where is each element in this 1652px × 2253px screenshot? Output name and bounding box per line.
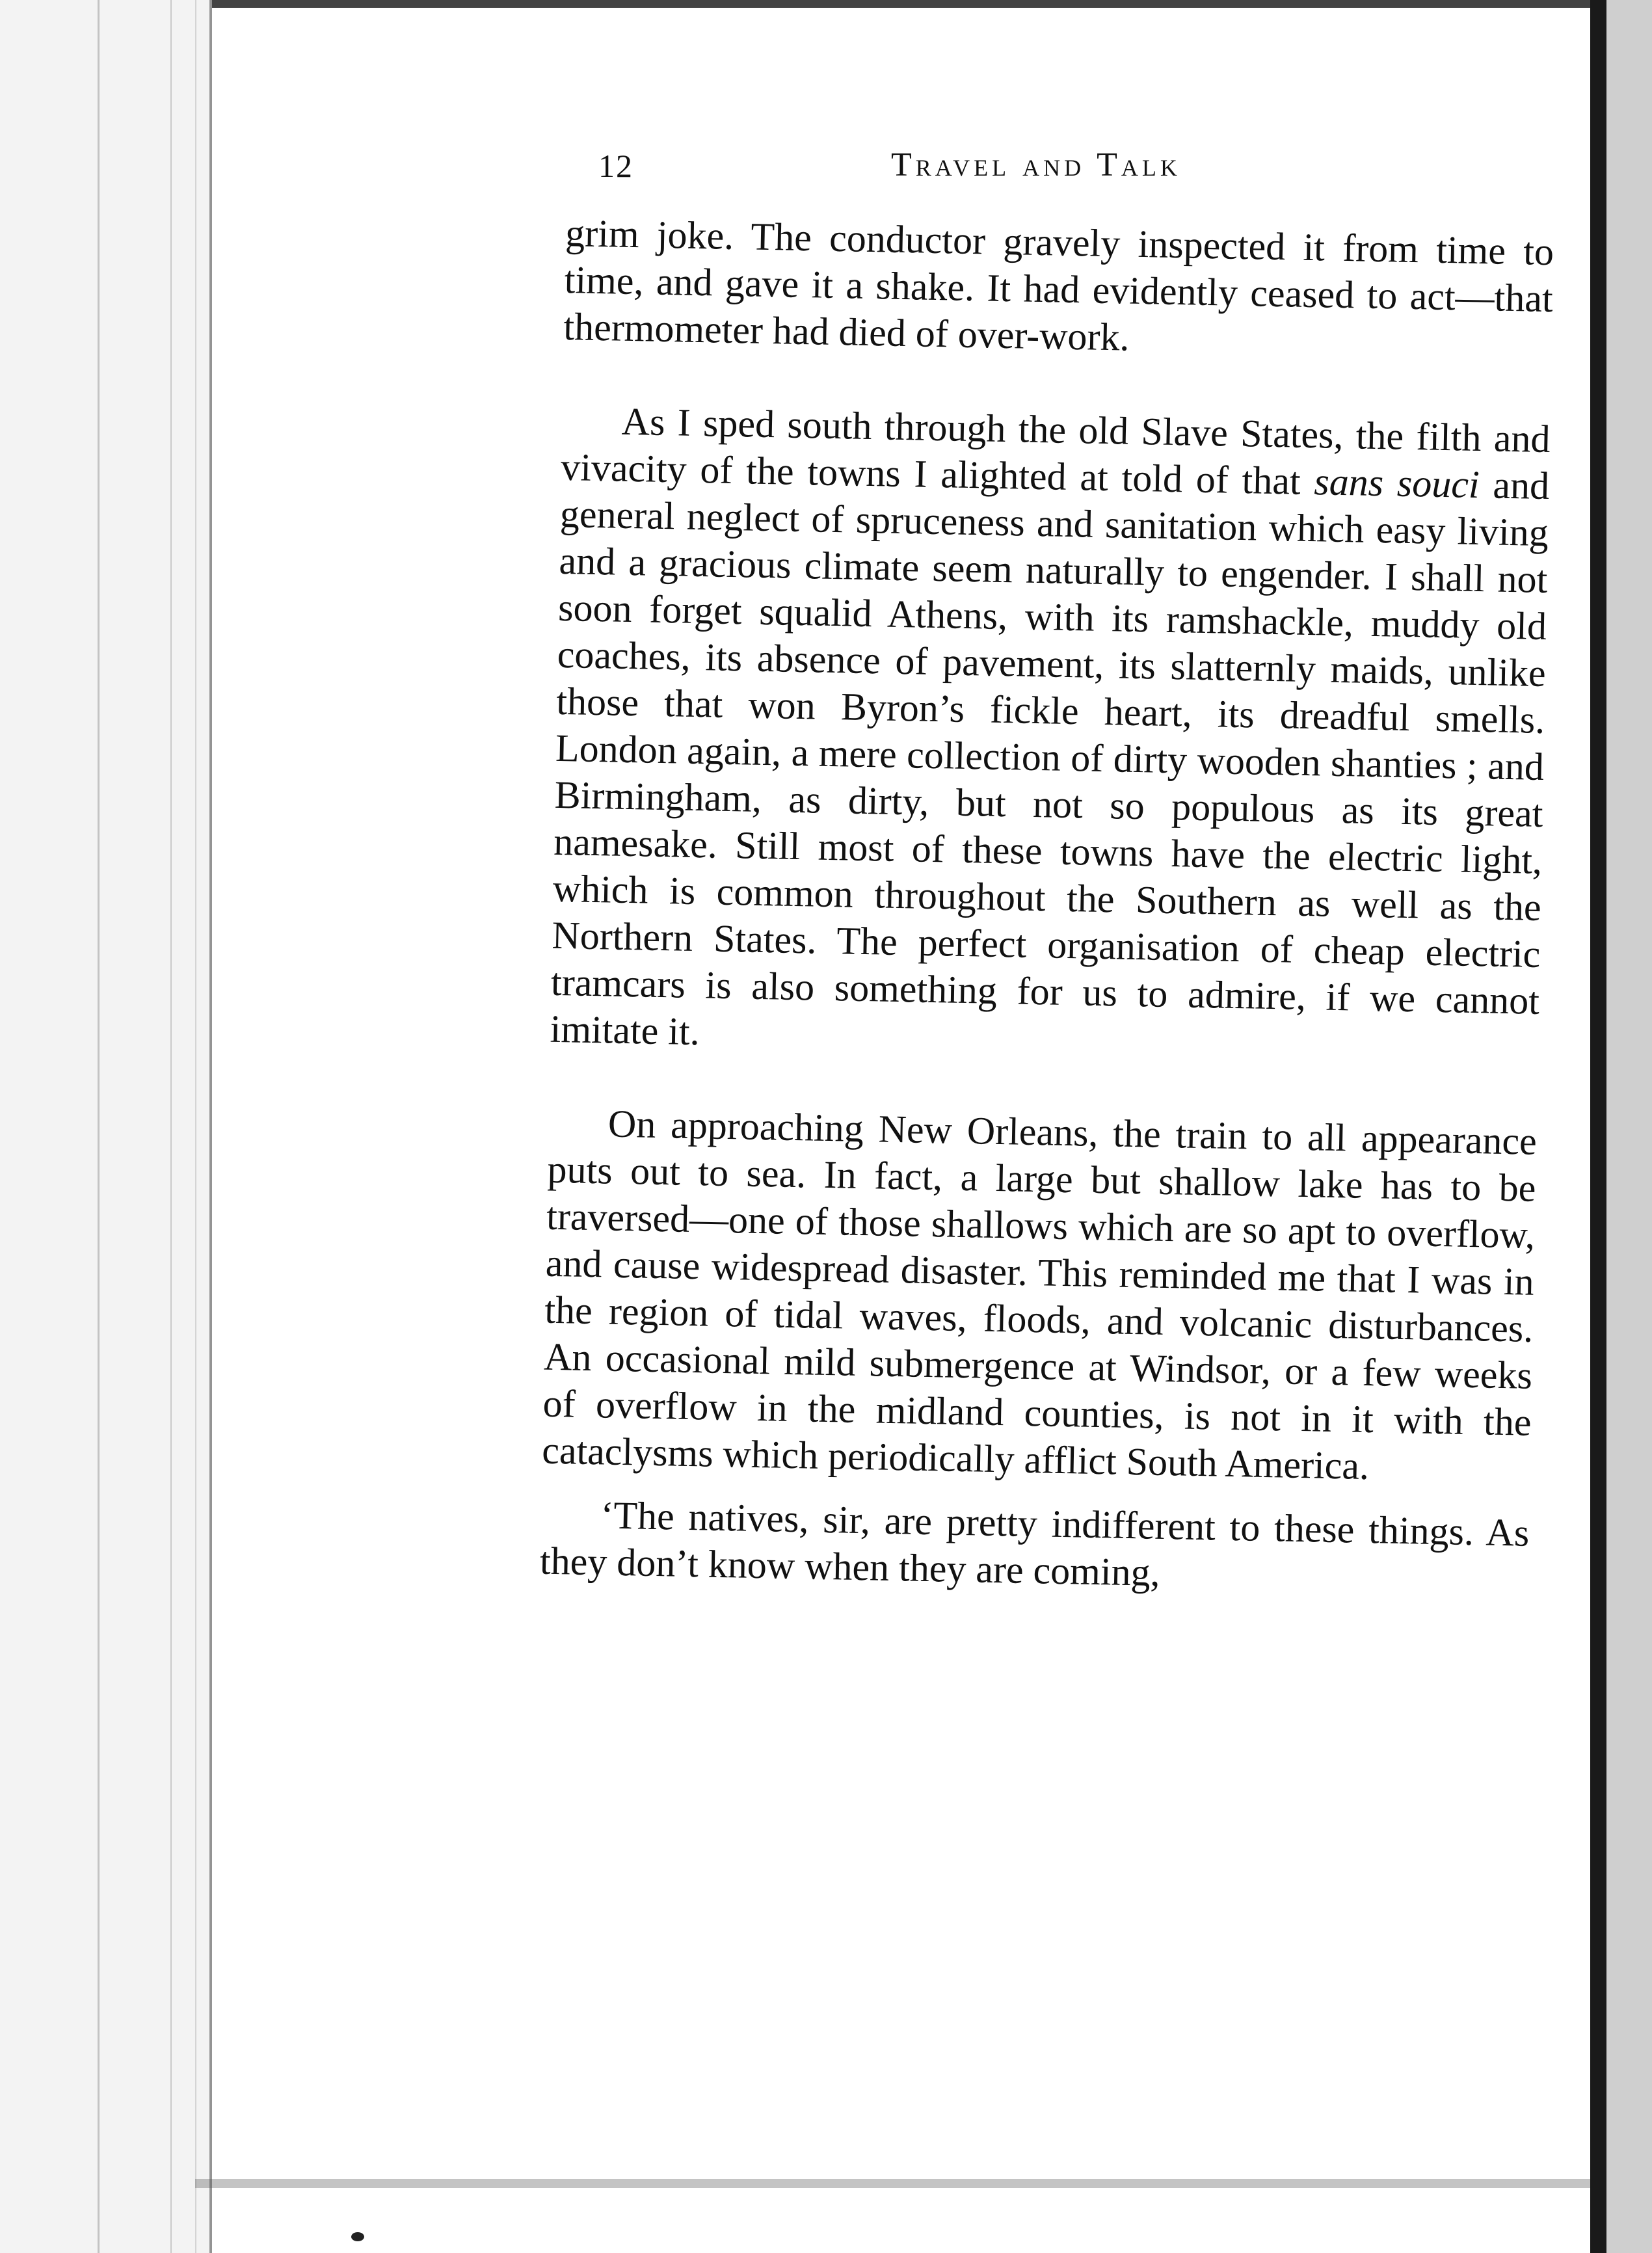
- page-bottom-edge: [195, 2179, 1626, 2188]
- paragraph-4: ‘The natives, sir, are pretty indifferent to these things. As they don’t know when they are coming,: [539, 1493, 1530, 1594]
- paragraph-3: On approaching New Orleans, the train to all appearance puts out to sea. In fact, a large but shallow lake has to be traversed—one of those shallows which are so apt to overflow, and cause widespread disaster. This reminded me that I was in the region of tidal waves, floods, and volcanic disturbances. An occasional mild submergence at Windsor, or a few weeks of overflow in the midland counties, is not in it with the cataclysms which periodically afflict South America.: [541, 1102, 1538, 1488]
- paragraph-2-text-b: and general neglect of spruceness and sanitation which easy living and a gracious climate seem naturally to engender. I shall not soon forget squalid Athens, with its ramshackle, muddy old coaches, its absence of pavement, its slatternly maids, unlike those that won Byron’s fickle heart, its dreadful smells. London again, a mere collection of dirty wooden shanties ; and Birmingham, as dirty, but not so populous as its great namesake. Still most of these towns have the electric light, which is common throughout the Southern as well as the Northern States. The perfect organisation of cheap electric tramcars is also something for us to admire, if we cannot imitate it.: [550, 463, 1550, 1054]
- gutter-edge-line: [195, 0, 196, 2253]
- gutter-edge-line: [170, 0, 172, 2253]
- page-top-edge: [212, 0, 1652, 8]
- paragraph-2-text-a: As I sped south through the old Slave States, the filth and vivacity of the towns I alighted at told of that: [560, 399, 1551, 503]
- paragraph-2-italic: sans souci: [1313, 460, 1480, 507]
- gutter-edge-line: [98, 0, 100, 2253]
- running-title: Travel and Talk: [891, 146, 1181, 183]
- page-right-edge: [1590, 0, 1606, 2253]
- paragraph-1: grim joke. The conductor gravely inspected it from time to time, and gave it a shake. It had evidently ceased to act—that thermometer had died of over-work.: [563, 211, 1554, 359]
- page-number: 12: [598, 148, 633, 184]
- scan-speck: [351, 2232, 364, 2241]
- body-text: [539, 209, 1554, 1603]
- paragraph-2: [550, 397, 1551, 1071]
- scan-shadow: [1606, 0, 1652, 2253]
- binding-gutter: [0, 0, 215, 2253]
